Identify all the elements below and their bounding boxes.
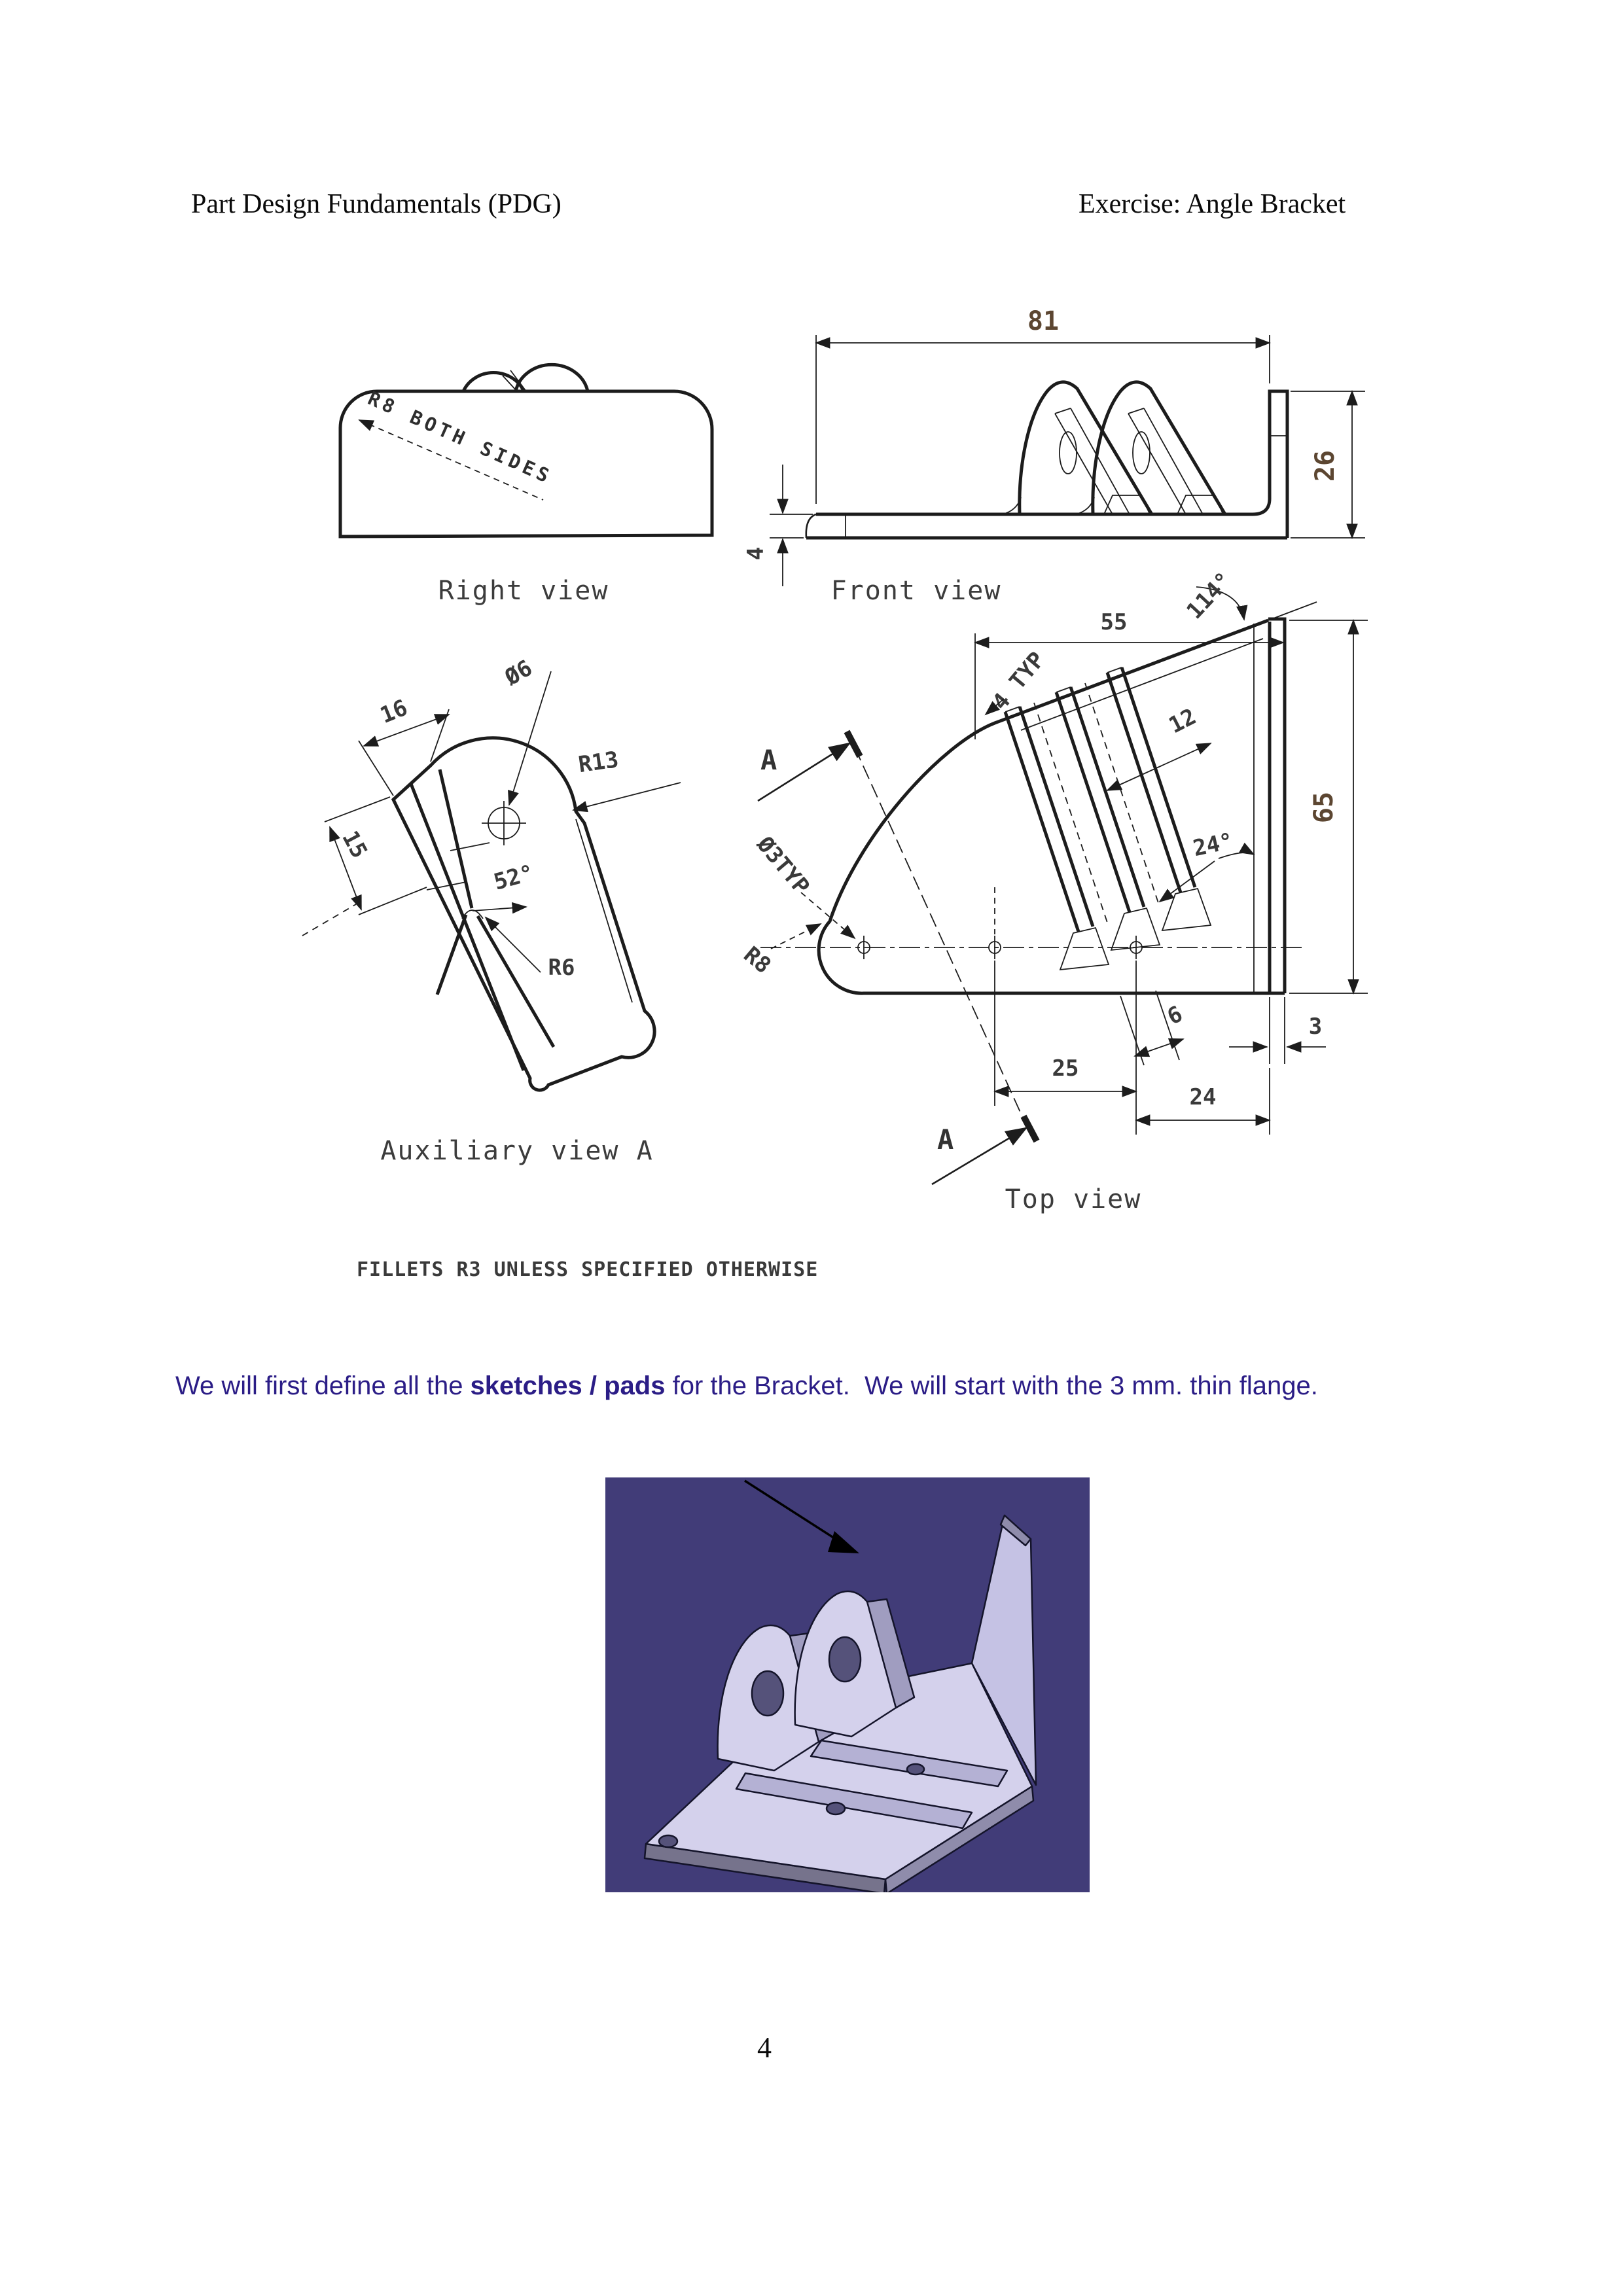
dim-aux-hole-dia: Ø6 bbox=[500, 654, 537, 692]
base-hole-3 bbox=[907, 1764, 924, 1775]
dim-wall-note: 4 TYP bbox=[987, 646, 1050, 715]
dim-hole-pitch-a: 25 bbox=[1052, 1055, 1079, 1082]
top-view-label: Top view bbox=[1005, 1184, 1142, 1214]
view-marker-top: A bbox=[760, 744, 777, 776]
dim-rib-angle: 24° bbox=[1190, 828, 1236, 862]
auxiliary-view-label: Auxiliary view A bbox=[380, 1136, 654, 1166]
front-view-label: Front view bbox=[830, 576, 1002, 606]
dim-aux-fillet-radius: R6 bbox=[548, 955, 575, 981]
dim-aux-corner-radius: R13 bbox=[577, 747, 620, 779]
instruction-paragraph bbox=[175, 1371, 1406, 1401]
dim-front-height: 26 bbox=[1310, 450, 1340, 482]
dim-hole-note: Ø3TYP bbox=[751, 831, 815, 900]
right-view-label: Right view bbox=[438, 576, 609, 606]
dim-top-height: 65 bbox=[1309, 791, 1339, 824]
dim-aux-end-offset: 15 bbox=[336, 826, 372, 863]
header-left: Part Design Fundamentals (PDG) bbox=[191, 189, 562, 219]
dim-hole-pitch-b: 24 bbox=[1189, 1084, 1217, 1110]
dim-bend-angle: 114° bbox=[1181, 567, 1238, 625]
right-view bbox=[340, 364, 712, 606]
dim-top-depth: 55 bbox=[1100, 609, 1128, 635]
auxiliary-view bbox=[302, 655, 681, 1166]
page-number: 4 bbox=[757, 2032, 772, 2064]
dim-flange-thickness: 3 bbox=[1308, 1014, 1323, 1040]
header-right: Exercise: Angle Bracket bbox=[1079, 189, 1346, 219]
lug-2-hole bbox=[829, 1637, 861, 1682]
dim-rib-width: 6 bbox=[1163, 1000, 1187, 1031]
front-view bbox=[743, 306, 1365, 606]
bracket-3d-render bbox=[605, 1477, 1090, 1892]
dim-rib-spacing: 12 bbox=[1164, 703, 1201, 739]
lug-1-hole bbox=[752, 1671, 783, 1716]
base-hole-2 bbox=[827, 1803, 845, 1814]
dim-aux-end-width: 16 bbox=[376, 694, 412, 730]
paragraph-part1: We will first define all the bbox=[175, 1371, 471, 1400]
fillet-note: R8 BOTH SIDES bbox=[365, 387, 556, 489]
paragraph-bold: sketches / pads bbox=[470, 1371, 666, 1400]
paragraph-part2: for the Bracket. We will start with the 3 mm. thin flange. bbox=[665, 1371, 1318, 1400]
base-hole-1 bbox=[659, 1835, 677, 1847]
fillets-note: FILLETS R3 UNLESS SPECIFIED OTHERWISE bbox=[357, 1258, 819, 1281]
dim-tip-radius: R8 bbox=[738, 942, 776, 980]
bracket-3d-image bbox=[605, 1477, 1090, 1892]
dim-front-thickness: 4 bbox=[743, 546, 769, 561]
top-view bbox=[739, 567, 1368, 1214]
view-marker-bottom: A bbox=[937, 1123, 954, 1156]
dim-front-width: 81 bbox=[1027, 306, 1060, 336]
dim-aux-notch-angle: 52° bbox=[491, 860, 537, 896]
